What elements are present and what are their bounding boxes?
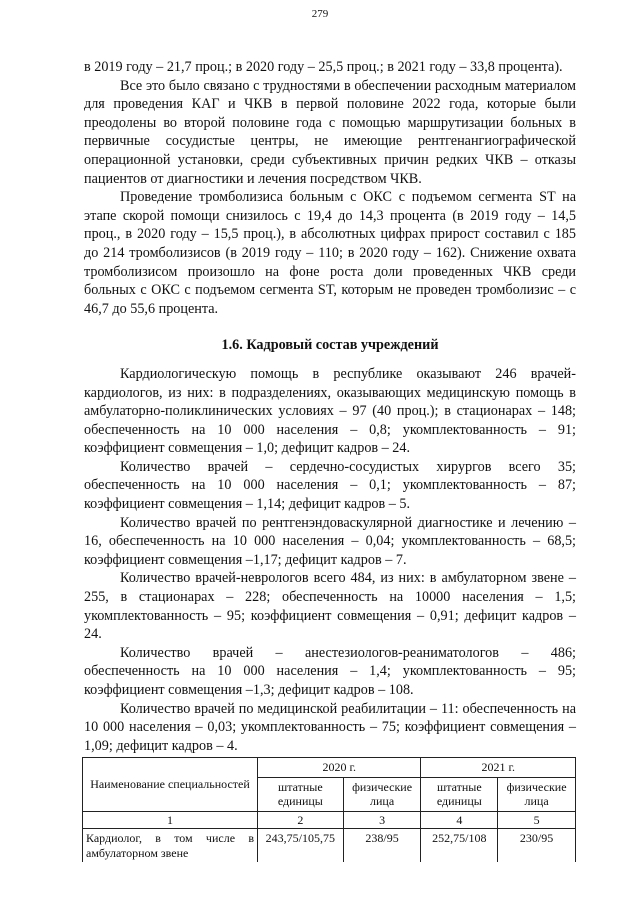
row-persons-2021: 230/95	[498, 829, 576, 863]
header-specialty: Наименование специальностей	[83, 758, 258, 812]
column-number-row	[83, 811, 576, 829]
paragraph-continued: в 2019 году – 21,7 проц.; в 2020 году – 25,5 проц.; в 2021 году – 33,8 процента).	[84, 59, 563, 75]
column-number: 2	[258, 811, 344, 829]
paragraph-thrombolysis: Проведение тромболизиса больным с ОКС с подъемом сегмента ST на этапе скорой помощи снизилось с 19,4 до 14,3 процента (в 2019 году – 14,5 проц., в 2020 году – 15,5 проц.), в абсолютных цифрах прирост составил с 185 до 214 тромболизисов (в 2019 году – 110; в 2020 году – 162). Снижение охвата тромболизисом произошло на фоне роста доли проведенных ЧКВ среди больных с ОКС с подъемом сегмента ST, которым не проведен тромболизис – с 46,7 до 55,6 процента.	[84, 189, 576, 317]
header-persons-2020: физические лица	[343, 777, 421, 811]
header-year-2021: 2021 г.	[421, 758, 576, 778]
row-staff-2021: 252,75/108	[421, 829, 498, 863]
table-header-row	[83, 758, 576, 778]
paragraph-neurologists: Количество врачей-неврологов всего 484, из них: в амбулаторном звене – 255, в стационарах – 228; обеспеченность на 10000 населения – 1,5; укомплектованность – 95; коэффициент совмещения – 0,91; дефицит кадров – 24.	[84, 570, 576, 643]
table-row	[83, 829, 576, 863]
row-specialty-name: Кардиолог, в том числе в амбулаторном звене	[83, 829, 258, 863]
paragraph-supplies: Все это было связано с трудностями в обеспечении расходным материалом для проведения КАГ и ЧКВ в первой половине 2022 года, которые были преодолены во второй половине года с помощью маршрутизации больных в первичные сосудистые центры, не имеющие рентгенангиографической операционной установки, среди субъективных причин редких ЧКВ – отказы пациентов от диагностики и лечения посредством ЧКВ.	[84, 77, 576, 187]
page-number: 279	[311, 8, 329, 20]
row-staff-2020: 243,75/105,75	[258, 829, 344, 863]
row-persons-2020: 238/95	[343, 829, 421, 863]
header-year-2020: 2020 г.	[258, 758, 421, 778]
document-body	[84, 58, 576, 862]
header-staff-2020: штатные единицы	[258, 777, 344, 811]
paragraph-anesthesiologists: Количество врачей – анестезиологов-реаниматологов – 486; обеспеченность на 10 000 населения – 1,4; укомплектованность – 95; коэффициент совмещения –1,3; дефицит кадров – 108.	[84, 644, 576, 698]
column-number: 3	[343, 811, 421, 829]
column-number: 1	[83, 811, 258, 829]
paragraph-rehabilitation: Количество врачей по медицинской реабилитации – 11: обеспеченность на 10 000 населения – 0,03; укомплектованность – 75; коэффициент совмещения –1,09; дефицит кадров – 4.	[84, 700, 576, 754]
column-number: 4	[421, 811, 498, 829]
header-staff-2021: штатные единицы	[421, 777, 498, 811]
column-number: 5	[498, 811, 576, 829]
paragraph-endovascular: Количество врачей по рентгенэндоваскулярной диагностике и лечению – 16, обеспеченность на 10 000 населения – 0,04; укомплектованность – 68,5; коэффициент совмещения –1,17; дефицит кадров – 7.	[84, 514, 576, 568]
header-persons-2021: физические лица	[498, 777, 576, 811]
paragraph-surgeons: Количество врачей – сердечно-сосудистых хирургов всего 35; обеспеченность на 10 000 населения – 0,1; укомплектованность – 87; коэффициент совмещения – 1,14; дефицит кадров – 5.	[84, 458, 576, 513]
section-heading: 1.6. Кадровый состав учреждений	[221, 337, 439, 354]
staff-table	[82, 757, 576, 862]
paragraph-cardiologists: Кардиологическую помощь в республике оказывают 246 врачей-кардиологов, из них: в подразделениях, оказывающих медицинскую помощь в амбулаторно-поликлинических условиях – 97 (40 проц.); в стационарах – 148; обеспеченность на 10 000 населения – 0,8; укомплектованность – 91; коэффициент совмещения – 1,0; дефицит кадров – 24.	[84, 365, 576, 457]
